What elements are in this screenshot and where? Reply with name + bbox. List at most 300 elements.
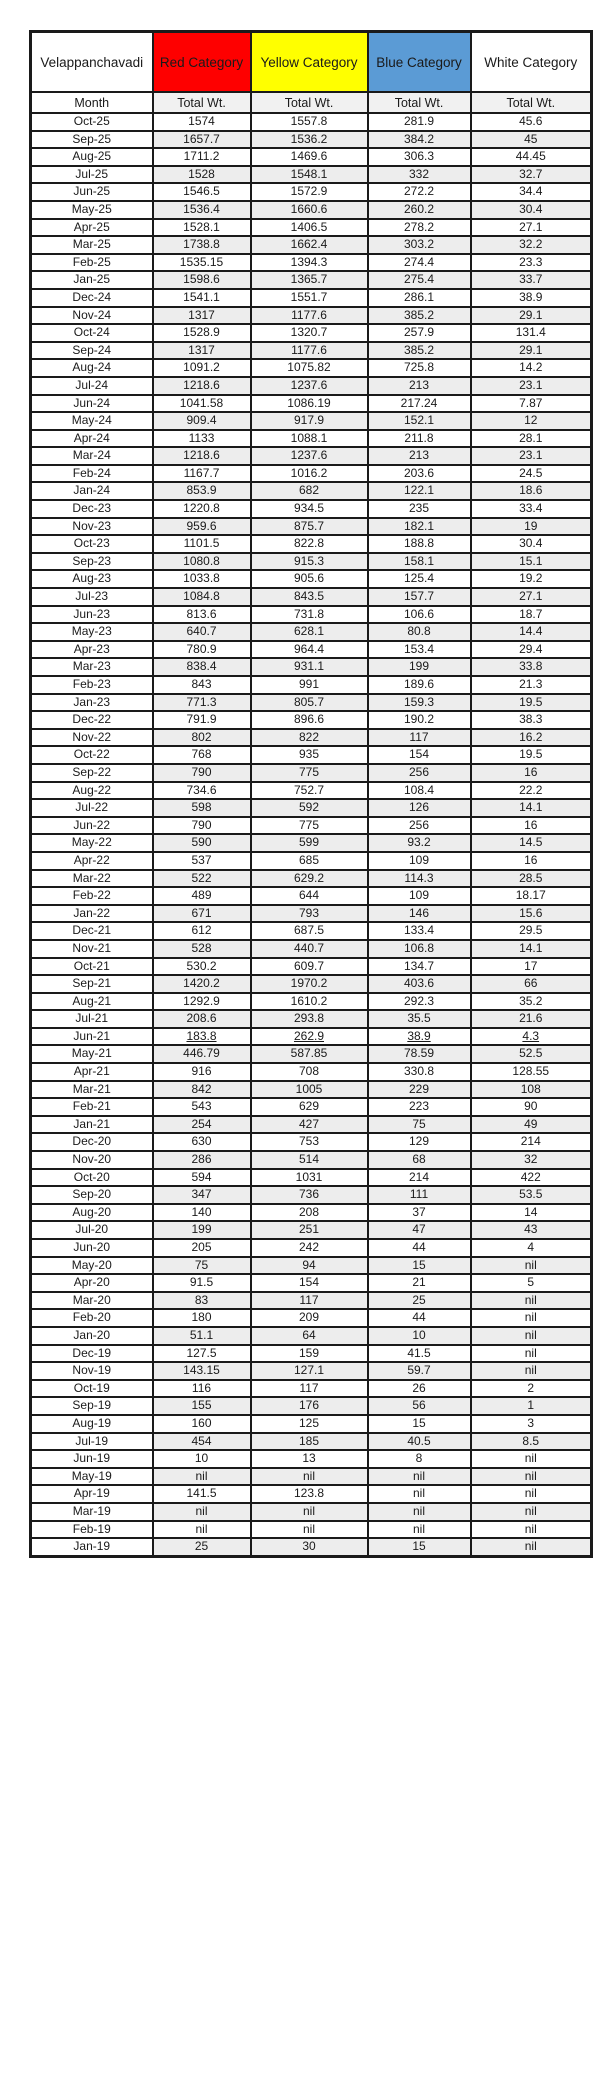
value-cell: 44 — [368, 1239, 471, 1257]
value-cell: 1292.9 — [153, 993, 251, 1011]
value-cell: 24.5 — [471, 465, 592, 483]
value-cell: 256 — [368, 764, 471, 782]
table-row — [31, 254, 592, 272]
value-cell: 182.1 — [368, 518, 471, 536]
table-row — [31, 166, 592, 184]
value-cell: 211.8 — [368, 430, 471, 448]
value-cell: 25 — [368, 1292, 471, 1310]
table-row — [31, 782, 592, 800]
table-row — [31, 1468, 592, 1486]
value-cell: 594 — [153, 1169, 251, 1187]
value-cell: 127.5 — [153, 1345, 251, 1363]
value-cell: 35.5 — [368, 1010, 471, 1028]
value-cell: 254 — [153, 1116, 251, 1134]
table-row — [31, 324, 592, 342]
value-cell: 330.8 — [368, 1063, 471, 1081]
value-cell: 33.7 — [471, 271, 592, 289]
table-row — [31, 1433, 592, 1451]
month-cell: Sep-21 — [31, 975, 153, 993]
table-row — [31, 1327, 592, 1345]
value-cell: 1005 — [251, 1081, 368, 1099]
value-cell: 813.6 — [153, 606, 251, 624]
value-cell: 1016.2 — [251, 465, 368, 483]
value-cell: 256 — [368, 817, 471, 835]
table-row — [31, 1063, 592, 1081]
table-row — [31, 676, 592, 694]
value-cell: 1528.1 — [153, 219, 251, 237]
value-cell: 1548.1 — [251, 166, 368, 184]
month-cell: Mar-21 — [31, 1081, 153, 1099]
value-cell: 59.7 — [368, 1362, 471, 1380]
value-cell: 30.4 — [471, 201, 592, 219]
value-cell: 853.9 — [153, 482, 251, 500]
value-cell: 292.3 — [368, 993, 471, 1011]
value-cell: 23.1 — [471, 447, 592, 465]
value-cell: 128.55 — [471, 1063, 592, 1081]
value-cell: 47 — [368, 1221, 471, 1239]
month-cell: Apr-23 — [31, 641, 153, 659]
value-cell: 32.7 — [471, 166, 592, 184]
month-cell: Aug-25 — [31, 148, 153, 166]
month-cell: Sep-19 — [31, 1397, 153, 1415]
value-cell: 768 — [153, 746, 251, 764]
table-row — [31, 201, 592, 219]
value-cell: 114.3 — [368, 870, 471, 888]
value-cell: 734.6 — [153, 782, 251, 800]
month-cell: Feb-24 — [31, 465, 153, 483]
value-cell: 117 — [251, 1292, 368, 1310]
month-cell: Nov-22 — [31, 729, 153, 747]
table-row — [31, 1186, 592, 1204]
value-cell: 199 — [368, 658, 471, 676]
value-cell: 33.4 — [471, 500, 592, 518]
table-row — [31, 1098, 592, 1116]
table-row — [31, 465, 592, 483]
value-cell: 214 — [368, 1169, 471, 1187]
table-row — [31, 395, 592, 413]
table-row — [31, 1485, 592, 1503]
table-row — [31, 1151, 592, 1169]
value-cell: 771.3 — [153, 694, 251, 712]
value-cell: 16 — [471, 764, 592, 782]
value-cell: 791.9 — [153, 711, 251, 729]
value-cell: 385.2 — [368, 342, 471, 360]
table-row — [31, 131, 592, 149]
value-cell: 991 — [251, 676, 368, 694]
value-cell: 1080.8 — [153, 553, 251, 571]
value-cell: 16.2 — [471, 729, 592, 747]
value-cell: 822.8 — [251, 535, 368, 553]
value-cell: 644 — [251, 887, 368, 905]
value-cell: 1662.4 — [251, 236, 368, 254]
month-cell: Feb-20 — [31, 1309, 153, 1327]
waste-weight-table — [29, 30, 593, 1558]
value-cell: 8.5 — [471, 1433, 592, 1451]
value-cell: 106.6 — [368, 606, 471, 624]
table-row — [31, 430, 592, 448]
month-cell: Aug-24 — [31, 359, 153, 377]
value-cell: 1133 — [153, 430, 251, 448]
table-row — [31, 1292, 592, 1310]
value-cell: 303.2 — [368, 236, 471, 254]
value-cell: 14.1 — [471, 940, 592, 958]
month-cell: Apr-24 — [31, 430, 153, 448]
value-cell: 30 — [251, 1538, 368, 1556]
value-cell: 213 — [368, 447, 471, 465]
value-cell: 116 — [153, 1380, 251, 1398]
table-row — [31, 993, 592, 1011]
table-row — [31, 1081, 592, 1099]
value-cell: 21.3 — [471, 676, 592, 694]
value-cell: 75 — [153, 1257, 251, 1275]
value-cell: 909.4 — [153, 412, 251, 430]
value-cell: 45.6 — [471, 113, 592, 131]
value-cell: 15.6 — [471, 905, 592, 923]
value-cell: 108.4 — [368, 782, 471, 800]
value-cell: 152.1 — [368, 412, 471, 430]
value-cell: 609.7 — [251, 958, 368, 976]
value-cell: 736 — [251, 1186, 368, 1204]
value-cell: 385.2 — [368, 307, 471, 325]
table-row — [31, 570, 592, 588]
category-header-red: Red Category — [153, 32, 251, 93]
table-row — [31, 271, 592, 289]
value-cell: 1320.7 — [251, 324, 368, 342]
value-cell: 1086.19 — [251, 395, 368, 413]
value-cell: 790 — [153, 764, 251, 782]
value-cell: 108 — [471, 1081, 592, 1099]
category-header-white: White Category — [471, 32, 592, 93]
month-cell: Jan-21 — [31, 1116, 153, 1134]
value-cell: 1541.1 — [153, 289, 251, 307]
value-cell: 28.1 — [471, 430, 592, 448]
value-cell: 15.1 — [471, 553, 592, 571]
value-cell: 49 — [471, 1116, 592, 1134]
month-cell: Apr-20 — [31, 1274, 153, 1292]
value-cell: 21.6 — [471, 1010, 592, 1028]
value-cell: 51.1 — [153, 1327, 251, 1345]
value-cell: 208 — [251, 1204, 368, 1222]
month-cell: Jun-22 — [31, 817, 153, 835]
table-row — [31, 694, 592, 712]
month-cell: Jan-22 — [31, 905, 153, 923]
month-cell: Jul-22 — [31, 799, 153, 817]
table-row — [31, 711, 592, 729]
month-cell: May-24 — [31, 412, 153, 430]
value-cell: 126 — [368, 799, 471, 817]
value-cell: 223 — [368, 1098, 471, 1116]
month-cell: Jan-25 — [31, 271, 153, 289]
value-cell: 422 — [471, 1169, 592, 1187]
month-cell: May-20 — [31, 1257, 153, 1275]
value-cell: 176 — [251, 1397, 368, 1415]
value-cell: 38.9 — [471, 289, 592, 307]
value-cell: nil — [471, 1521, 592, 1539]
value-cell: 242 — [251, 1239, 368, 1257]
value-cell: 931.1 — [251, 658, 368, 676]
table-row — [31, 1045, 592, 1063]
value-cell: 1101.5 — [153, 535, 251, 553]
table-row — [31, 729, 592, 747]
month-cell: Mar-23 — [31, 658, 153, 676]
table-row — [31, 658, 592, 676]
month-cell: Feb-22 — [31, 887, 153, 905]
month-cell: Dec-22 — [31, 711, 153, 729]
value-cell: 793 — [251, 905, 368, 923]
value-cell: 158.1 — [368, 553, 471, 571]
value-cell: 262.9 — [251, 1028, 368, 1046]
value-cell: 1546.5 — [153, 183, 251, 201]
value-cell: 14.1 — [471, 799, 592, 817]
month-cell: Jun-19 — [31, 1450, 153, 1468]
value-cell: 22.2 — [471, 782, 592, 800]
month-cell: Jul-19 — [31, 1433, 153, 1451]
value-cell: 157.7 — [368, 588, 471, 606]
table-row — [31, 834, 592, 852]
value-cell: 15 — [368, 1538, 471, 1556]
value-cell: 1551.7 — [251, 289, 368, 307]
month-cell: Jan-19 — [31, 1538, 153, 1556]
value-cell: 3 — [471, 1415, 592, 1433]
month-cell: May-23 — [31, 623, 153, 641]
value-cell: 35.2 — [471, 993, 592, 1011]
table-row — [31, 623, 592, 641]
value-cell: 1237.6 — [251, 447, 368, 465]
value-cell: 19 — [471, 518, 592, 536]
value-cell: 1598.6 — [153, 271, 251, 289]
month-cell: Aug-19 — [31, 1415, 153, 1433]
value-cell: 1660.6 — [251, 201, 368, 219]
table-row — [31, 870, 592, 888]
table-row — [31, 1397, 592, 1415]
value-cell: 29.5 — [471, 922, 592, 940]
month-cell: Dec-19 — [31, 1345, 153, 1363]
value-cell: 286.1 — [368, 289, 471, 307]
value-cell: 592 — [251, 799, 368, 817]
value-cell: 203.6 — [368, 465, 471, 483]
table-row — [31, 958, 592, 976]
month-cell: Apr-19 — [31, 1485, 153, 1503]
month-cell: Jun-23 — [31, 606, 153, 624]
value-cell: 790 — [153, 817, 251, 835]
value-cell: 159.3 — [368, 694, 471, 712]
value-cell: 896.6 — [251, 711, 368, 729]
value-cell: 1610.2 — [251, 993, 368, 1011]
value-cell: nil — [251, 1521, 368, 1539]
value-cell: 16 — [471, 817, 592, 835]
value-cell: 214 — [471, 1133, 592, 1151]
value-cell: 146 — [368, 905, 471, 923]
value-cell: 708 — [251, 1063, 368, 1081]
table-row — [31, 641, 592, 659]
month-cell: Jun-20 — [31, 1239, 153, 1257]
value-cell: 38.9 — [368, 1028, 471, 1046]
table-row — [31, 887, 592, 905]
value-cell: 29.1 — [471, 342, 592, 360]
value-cell: 229 — [368, 1081, 471, 1099]
value-cell: 153.4 — [368, 641, 471, 659]
total-wt-header-white: Total Wt. — [471, 92, 592, 113]
month-cell: Nov-20 — [31, 1151, 153, 1169]
value-cell: 18.17 — [471, 887, 592, 905]
value-cell: 964.4 — [251, 641, 368, 659]
value-cell: 94 — [251, 1257, 368, 1275]
category-header-yellow: Yellow Category — [251, 32, 368, 93]
table-row — [31, 1010, 592, 1028]
value-cell: 141.5 — [153, 1485, 251, 1503]
table-row — [31, 1345, 592, 1363]
value-cell: 117 — [251, 1380, 368, 1398]
value-cell: 587.85 — [251, 1045, 368, 1063]
month-cell: Sep-23 — [31, 553, 153, 571]
value-cell: 134.7 — [368, 958, 471, 976]
value-cell: 125.4 — [368, 570, 471, 588]
value-cell: 13 — [251, 1450, 368, 1468]
value-cell: 612 — [153, 922, 251, 940]
table-row — [31, 236, 592, 254]
table-row — [31, 852, 592, 870]
value-cell: 83 — [153, 1292, 251, 1310]
value-cell: 10 — [153, 1450, 251, 1468]
value-cell: 40.5 — [368, 1433, 471, 1451]
value-cell: 23.1 — [471, 377, 592, 395]
value-cell: 257.9 — [368, 324, 471, 342]
month-cell: Aug-20 — [31, 1204, 153, 1222]
table-row — [31, 746, 592, 764]
table-row — [31, 1028, 592, 1046]
month-cell: Dec-20 — [31, 1133, 153, 1151]
value-cell: 29.1 — [471, 307, 592, 325]
value-cell: 188.8 — [368, 535, 471, 553]
month-cell: Jan-23 — [31, 694, 153, 712]
value-cell: 260.2 — [368, 201, 471, 219]
value-cell: nil — [471, 1468, 592, 1486]
subheader-row — [31, 92, 592, 113]
value-cell: 454 — [153, 1433, 251, 1451]
value-cell: 217.24 — [368, 395, 471, 413]
month-cell: Dec-23 — [31, 500, 153, 518]
value-cell: 489 — [153, 887, 251, 905]
table-row — [31, 535, 592, 553]
value-cell: 122.1 — [368, 482, 471, 500]
value-cell: 838.4 — [153, 658, 251, 676]
value-cell: 131.4 — [471, 324, 592, 342]
value-cell: 1041.58 — [153, 395, 251, 413]
value-cell: 915.3 — [251, 553, 368, 571]
table-row — [31, 1521, 592, 1539]
table-row — [31, 1204, 592, 1222]
value-cell: 1177.6 — [251, 307, 368, 325]
value-cell: nil — [471, 1345, 592, 1363]
value-cell: 685 — [251, 852, 368, 870]
value-cell: 272.2 — [368, 183, 471, 201]
value-cell: 64 — [251, 1327, 368, 1345]
value-cell: 189.6 — [368, 676, 471, 694]
value-cell: 1657.7 — [153, 131, 251, 149]
value-cell: 916 — [153, 1063, 251, 1081]
table-row — [31, 905, 592, 923]
table-row — [31, 412, 592, 430]
value-cell: 1469.6 — [251, 148, 368, 166]
value-cell: 45 — [471, 131, 592, 149]
month-cell: May-21 — [31, 1045, 153, 1063]
value-cell: 543 — [153, 1098, 251, 1116]
value-cell: nil — [368, 1503, 471, 1521]
value-cell: 213 — [368, 377, 471, 395]
table-row — [31, 377, 592, 395]
table-row — [31, 342, 592, 360]
value-cell: 38.3 — [471, 711, 592, 729]
value-cell: 18.7 — [471, 606, 592, 624]
table-row — [31, 113, 592, 131]
value-cell: 687.5 — [251, 922, 368, 940]
value-cell: nil — [153, 1503, 251, 1521]
value-cell: 2 — [471, 1380, 592, 1398]
month-cell: Sep-24 — [31, 342, 153, 360]
value-cell: 34.4 — [471, 183, 592, 201]
value-cell: 44.45 — [471, 148, 592, 166]
month-cell: Jul-20 — [31, 1221, 153, 1239]
value-cell: 281.9 — [368, 113, 471, 131]
value-cell: 8 — [368, 1450, 471, 1468]
month-cell: Oct-25 — [31, 113, 153, 131]
value-cell: nil — [368, 1468, 471, 1486]
value-cell: 27.1 — [471, 219, 592, 237]
value-cell: 1557.8 — [251, 113, 368, 131]
table-row — [31, 799, 592, 817]
month-cell: Nov-21 — [31, 940, 153, 958]
table-body — [31, 113, 592, 1556]
value-cell: 12 — [471, 412, 592, 430]
value-cell: 75 — [368, 1116, 471, 1134]
value-cell: 14 — [471, 1204, 592, 1222]
month-cell: Sep-22 — [31, 764, 153, 782]
month-column-header: Month — [31, 92, 153, 113]
value-cell: 209 — [251, 1309, 368, 1327]
value-cell: 23.3 — [471, 254, 592, 272]
value-cell: 805.7 — [251, 694, 368, 712]
month-cell: Dec-24 — [31, 289, 153, 307]
value-cell: 522 — [153, 870, 251, 888]
total-wt-header-blue: Total Wt. — [368, 92, 471, 113]
value-cell: 725.8 — [368, 359, 471, 377]
value-cell: 530.2 — [153, 958, 251, 976]
table-row — [31, 447, 592, 465]
table-row — [31, 1450, 592, 1468]
value-cell: 143.15 — [153, 1362, 251, 1380]
value-cell: 1536.4 — [153, 201, 251, 219]
month-cell: May-25 — [31, 201, 153, 219]
table-row — [31, 1169, 592, 1187]
value-cell: 1033.8 — [153, 570, 251, 588]
value-cell: 4.3 — [471, 1028, 592, 1046]
value-cell: nil — [471, 1362, 592, 1380]
value-cell: 1237.6 — [251, 377, 368, 395]
table-row — [31, 219, 592, 237]
value-cell: 185 — [251, 1433, 368, 1451]
value-cell: 183.8 — [153, 1028, 251, 1046]
value-cell: 1738.8 — [153, 236, 251, 254]
value-cell: 41.5 — [368, 1345, 471, 1363]
value-cell: 15 — [368, 1415, 471, 1433]
value-cell: 1394.3 — [251, 254, 368, 272]
value-cell: 14.4 — [471, 623, 592, 641]
value-cell: 25 — [153, 1538, 251, 1556]
value-cell: 1 — [471, 1397, 592, 1415]
value-cell: 598 — [153, 799, 251, 817]
category-header-blue: Blue Category — [368, 32, 471, 93]
table-row — [31, 975, 592, 993]
